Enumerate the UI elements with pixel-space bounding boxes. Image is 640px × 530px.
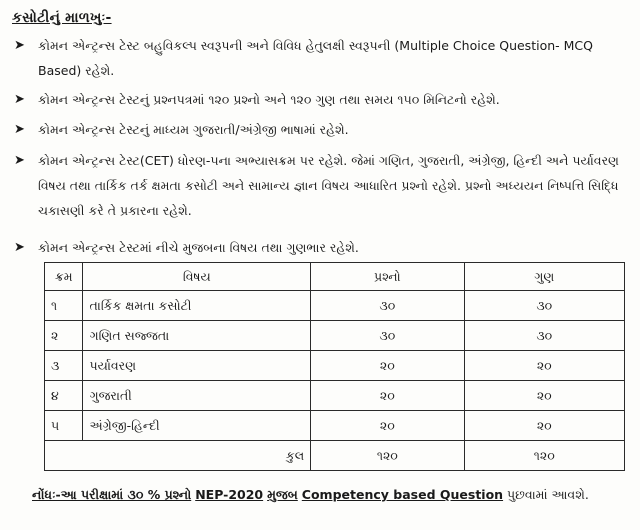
table-row (45, 351, 625, 381)
cell-questions: ૩૦ (311, 291, 464, 321)
bullet-item-subjects (14, 235, 626, 260)
table-row (45, 381, 625, 411)
header-subject: વિષય (83, 263, 311, 291)
bullet-text: કોમન એન્ટ્રન્સ ટેસ્ટનું માધ્યમ ગુજરાતી/અંગ્રેજી ભાષામાં રહેશે. (38, 122, 349, 137)
bullet-text: કોમન એન્ટ્રન્સ ટેસ્ટનું પ્રશ્નપત્રમાં ૧૨૦ પ્રશ્નો અને ૧૨૦ ગુણ તથા સમય ૧૫૦ મિનિટનો રહેશે. (38, 92, 500, 107)
note-nep: NEP-2020 (195, 487, 264, 502)
cell-subject: પર્યાવરણ (83, 351, 311, 381)
cell-serial: ૫ (45, 411, 83, 441)
note-competency: Competency based Question (301, 487, 504, 502)
cell-subject: ગુજરાતી (83, 381, 311, 411)
cell-total-label: કુલ (45, 441, 311, 471)
cell-questions: ૨૦ (311, 351, 464, 381)
cell-subject: તાર્કિક ક્ષમતા કસોટી (83, 291, 311, 321)
cell-questions: ૨૦ (311, 381, 464, 411)
note-suffix: પુછવામાં આવશે. (507, 487, 589, 502)
cell-questions: ૨૦ (311, 411, 464, 441)
cell-marks: ૨૦ (464, 411, 625, 441)
cell-serial: ૪ (45, 381, 83, 411)
bullet-item-medium (14, 117, 626, 142)
bullet-text: કોમન એન્ટ્રન્સ ટેસ્ટમાં નીચે મુજબના વિષય તથા ગુણભાર રહેશે. (38, 240, 359, 255)
arrow-bullet-icon: ➤ (14, 153, 25, 168)
footnote (32, 482, 632, 507)
bullet-item-syllabus (14, 148, 626, 223)
cell-questions: ૩૦ (311, 321, 464, 351)
bullet-text: કોમન એન્ટ્રન્સ ટેસ્ટ(CET) ધોરણ-૫ના અભ્યાસક્રમ પર રહેશે. જેમાં ગણિત, ગુજરાતી, અંગ્રેજી, હિન્દી અને પર્યાવરણ વિષય તથા તાર્કિક તર્ક ક્ષમતા કસોટી અને સામાન્ય જ્ઞાન વિષય આધારિત પ્રશ્નો રહેશે. પ્રશ્નો અધ્યયન નિષ્પત્તિ સિદ્ધિ ચકાસણી કરે તે પ્રકારના રહેશે. (38, 153, 619, 218)
cell-serial: ૨ (45, 321, 83, 351)
bullet-item-questions-time (14, 87, 626, 112)
note-mujab: મુજબ (267, 487, 298, 502)
cell-total-marks: ૧૨૦ (464, 441, 625, 471)
cell-marks: ૩૦ (464, 291, 625, 321)
arrow-bullet-icon: ➤ (14, 240, 25, 255)
arrow-bullet-icon: ➤ (14, 38, 25, 53)
header-questions: પ્રશ્નો (311, 263, 464, 291)
cell-total-questions: ૧૨૦ (311, 441, 464, 471)
cell-marks: ૩૦ (464, 321, 625, 351)
table-header-row (45, 263, 625, 291)
table-row (45, 291, 625, 321)
table-total-row (45, 441, 625, 471)
cell-subject: અંગ્રેજી-હિન્દી (83, 411, 311, 441)
subjects-table (44, 262, 625, 471)
table-row (45, 321, 625, 351)
bullet-text: કોમન એન્ટ્રન્સ ટેસ્ટ બહુવિકલ્પ સ્વરૂપની અને વિવિધ હેતુલક્ષી સ્વરૂપની (Multiple Choice Question- MCQ Based) રહેશે. (38, 38, 593, 78)
bullet-item-mcq (14, 33, 626, 83)
table-row (45, 411, 625, 441)
cell-serial: ૩ (45, 351, 83, 381)
arrow-bullet-icon: ➤ (14, 122, 25, 137)
header-marks: ગુણ (464, 263, 625, 291)
cell-subject: ગણિત સજ્જતા (83, 321, 311, 351)
cell-serial: ૧ (45, 291, 83, 321)
arrow-bullet-icon: ➤ (14, 92, 25, 107)
section-heading: કસોટીનું માળખુઃ- (12, 10, 112, 26)
cell-marks: ૨૦ (464, 381, 625, 411)
note-prefix: નોંધઃ-આ પરીક્ષામાં ૩૦ % પ્રશ્નો (32, 487, 192, 502)
header-serial: ક્રમ (45, 263, 83, 291)
cell-marks: ૨૦ (464, 351, 625, 381)
